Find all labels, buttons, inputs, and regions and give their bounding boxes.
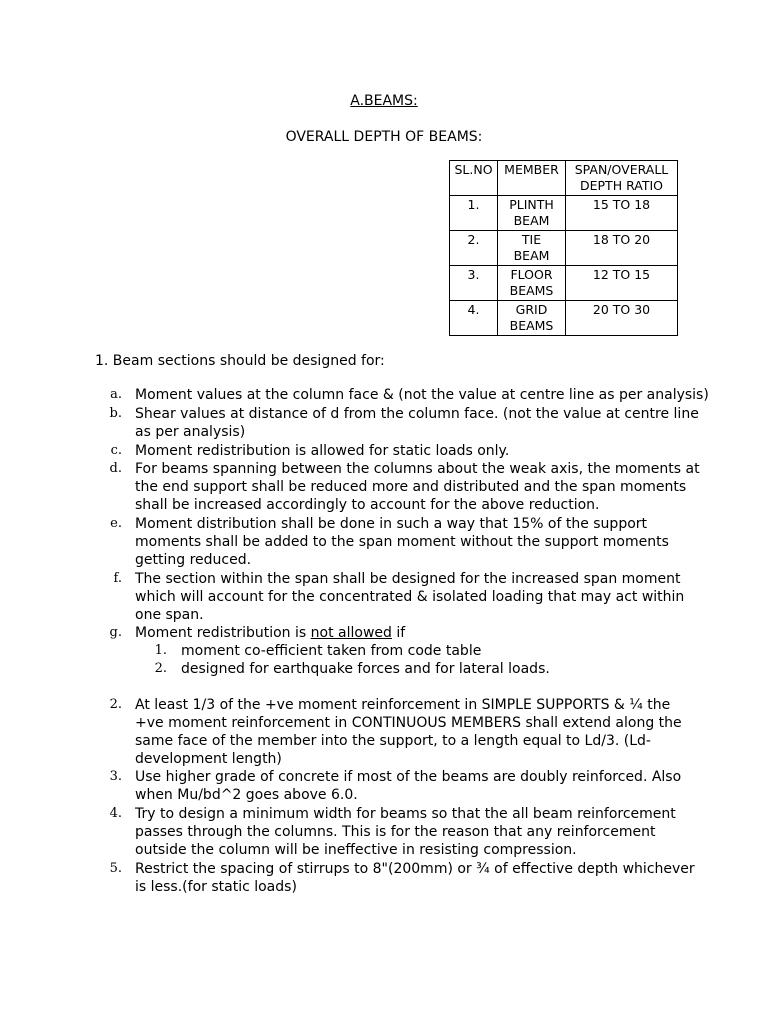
cell-ratio: 20 TO 30 [566,301,678,336]
page-subtitle: OVERALL DEPTH OF BEAMS: [285,129,483,145]
sublist-marker: 1. [154,643,167,658]
list-item: Try to design a minimum width for beams so that the all beam reinforcement passes through the columns. This is for the reason that any reinforcement outside the column will be ineffective in resisting compression. [135,806,676,858]
cell-member: FLOOR BEAMS [498,266,566,301]
list-marker: e. [110,516,122,531]
list-item: The section within the span shall be designed for the increased span moment which will account for the concentrated & isolated loading that may act within one span. [135,571,685,623]
table-header-row [450,161,678,196]
cell-member: TIE BEAM [498,231,566,266]
sublist-item: designed for earthquake forces and for lateral loads. [181,661,550,677]
list-marker: f. [113,571,122,586]
list-marker: b. [109,406,122,421]
list-marker: 3. [109,769,122,784]
list-item: Moment distribution shall be done in such a way that 15% of the support moments shall be added to the span moment without the support moments getting reduced. [135,516,669,568]
list-item: Moment values at the column face & (not the value at centre line as per analysis) [135,387,709,403]
list-marker: g. [109,625,122,640]
list-item: Use higher grade of concrete if most of the beams are doubly reinforced. Also when Mu/bd^2 goes above 6.0. [135,769,682,803]
list-marker: 5. [109,861,122,876]
cell-member: GRID BEAMS [498,301,566,336]
list-item: Restrict the spacing of stirrups to 8"(200mm) or ¾ of effective depth whichever is less.(for static loads) [135,861,695,895]
list-item: Shear values at distance of d from the column face. (not the value at centre line as per analysis) [135,406,699,440]
list-item: For beams spanning between the columns about the weak axis, the moments at the end support shall be reduced more and distributed and the span moments shall be increased accordingly to account for the above reduction. [135,461,700,513]
cell-sl: 2. [450,231,498,266]
table-row [450,196,678,231]
cell-ratio: 18 TO 20 [566,231,678,266]
header-sl-no: SL.NO [450,161,498,196]
page-title: A.BEAMS: [350,93,418,109]
table-row [450,301,678,336]
cell-sl: 3. [450,266,498,301]
list-item: Moment redistribution is allowed for static loads only. [135,443,510,459]
header-member: MEMBER [498,161,566,196]
list-marker: 2. [109,697,122,712]
list-item: Moment redistribution is not allowed if [135,625,406,641]
depth-ratio-table [449,160,678,336]
cell-sl: 4. [450,301,498,336]
cell-ratio: 15 TO 18 [566,196,678,231]
cell-ratio: 12 TO 15 [566,266,678,301]
cell-member: PLINTH BEAM [498,196,566,231]
underlined-text: not allowed [310,625,392,641]
cell-sl: 1. [450,196,498,231]
sublist-item: moment co-efficient taken from code table [181,643,482,659]
section-heading: 1. Beam sections should be designed for: [95,353,385,369]
sublist-marker: 2. [154,661,167,676]
list-marker: a. [110,387,122,402]
list-marker: 4. [109,806,122,821]
list-marker: d. [109,461,122,476]
list-marker: c. [110,443,122,458]
table-row [450,266,678,301]
header-ratio: SPAN/OVERALL DEPTH RATIO [566,161,678,196]
list-item: At least 1/3 of the +ve moment reinforcement in SIMPLE SUPPORTS & ¼ the +ve moment reinforcement in CONTINUOUS MEMBERS shall extend along the same face of the member into the support, to a length equal to Ld/3. (Ld- development length) [135,697,682,767]
table-row [450,231,678,266]
